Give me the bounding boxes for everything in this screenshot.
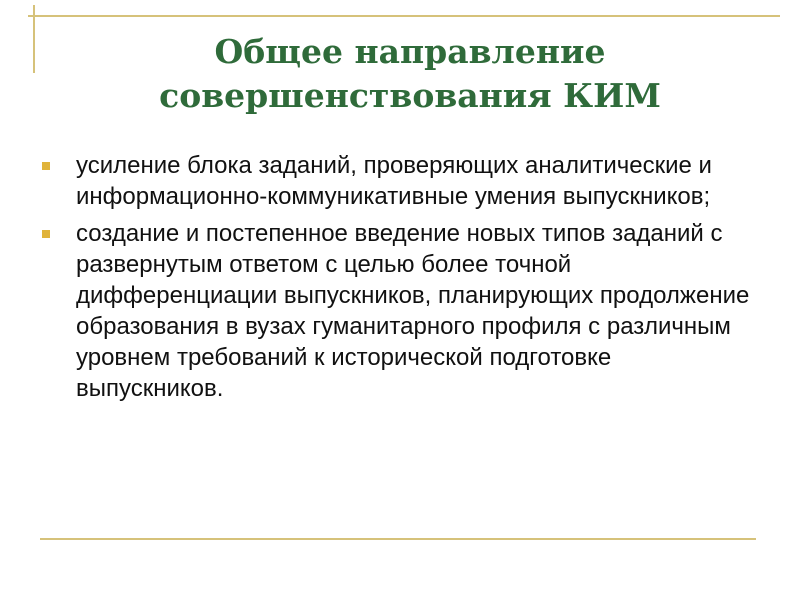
slide-title [60,30,760,118]
bullet-text: создание и постепенное введение новых типов заданий с развернутым ответом с целью более точной дифференциации выпускников, планирующих продолжение образования в вузах гуманитарного профиля с различным уровнем требований к исторической подготовке выпускников. [76,220,750,402]
title-line-2: совершенствования КИМ [159,76,661,115]
bullet-item [40,150,760,212]
square-bullet-icon [42,162,50,170]
top-decorative-line [28,15,780,17]
bottom-decorative-line [40,538,756,540]
bullet-item [40,218,760,404]
left-decorative-line [33,5,35,73]
bullet-text: усиление блока заданий, проверяющих аналитические и информационно-коммуникативные умения выпускников; [76,152,712,210]
bullet-list [40,150,760,410]
square-bullet-icon [42,230,50,238]
title-line-1: Общее направление [214,32,606,71]
